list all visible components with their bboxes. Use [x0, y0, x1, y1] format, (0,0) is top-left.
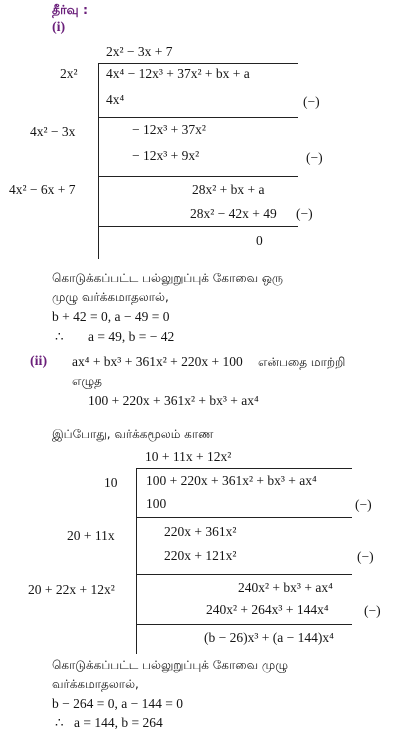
part2-equation: b − 264 = 0, a − 144 = 0	[52, 696, 183, 711]
part1-remainder: 0	[256, 233, 263, 248]
part2-vertical-rule	[136, 468, 137, 654]
part2-rule-3	[136, 624, 352, 625]
part2-quotient: 10 + 11x + 12x²	[145, 449, 232, 464]
solution-heading: தீர்வு :	[52, 2, 88, 17]
part1-label: (i)	[52, 20, 66, 35]
part2-rewritten-expression: 100 + 220x + 361x² + bx³ + ax⁴	[88, 393, 259, 408]
part1-vertical-rule	[98, 63, 99, 259]
part2-line-3a: 240x² + bx³ + ax⁴	[238, 580, 333, 595]
part2-conclusion-line1: கொடுக்கப்பட்ட பல்லுறுப்புக் கோவை முழு	[52, 658, 289, 672]
part2-intro-expression: ax⁴ + bx³ + 361x² + 220x + 100	[72, 354, 243, 369]
part1-therefore-symbol: ∴	[55, 329, 64, 344]
part2-remainder: (b − 26)x³ + (a − 144)x⁴	[204, 630, 334, 645]
part1-rule-2	[98, 176, 298, 177]
part1-divisor-1: 2x²	[60, 66, 78, 81]
part2-line-1b: 100	[146, 496, 167, 511]
part1-divisor-3: 4x² − 6x + 7	[9, 182, 76, 197]
part1-result: a = 49, b = − 42	[88, 329, 175, 344]
part1-line-1b: 4x⁴	[106, 92, 125, 107]
part2-divisor-2: 20 + 11x	[67, 528, 115, 543]
part1-divisor-2: 4x² − 3x	[30, 124, 76, 139]
part2-top-rule	[136, 468, 352, 469]
part2-conclusion-line2: வர்க்கமாதலால்,	[52, 677, 139, 691]
part1-sign-2: (−)	[306, 150, 323, 165]
part2-therefore-symbol: ∴	[55, 715, 64, 730]
part1-rule-3	[98, 226, 298, 227]
part1-equation: b + 42 = 0, a − 49 = 0	[52, 309, 170, 324]
part1-top-rule	[98, 63, 298, 64]
part2-now-text: இப்போது, வர்க்கமூலம் காண	[52, 427, 214, 441]
part2-rule-1	[136, 517, 352, 518]
part1-line-3b: 28x² − 42x + 49	[190, 206, 277, 221]
part1-line-2b: − 12x³ + 9x²	[132, 148, 200, 163]
part2-rule-2	[136, 574, 352, 575]
part2-sign-3: (−)	[364, 603, 381, 618]
part2-line-2b: 220x + 121x²	[164, 548, 237, 563]
part2-line-3b: 240x² + 264x³ + 144x⁴	[206, 602, 329, 617]
part1-conclusion-line1: கொடுக்கப்பட்ட பல்லுறுப்புக் கோவை ஒரு	[52, 271, 284, 285]
part2-label: (ii)	[30, 354, 48, 369]
part2-divisor-1: 10	[104, 475, 118, 490]
part1-line-1a: 4x⁴ − 12x³ + 37x² + bx + a	[106, 66, 250, 81]
part2-line-1a: 100 + 220x + 361x² + bx³ + ax⁴	[146, 473, 317, 488]
part2-intro-text2: எழுத	[72, 374, 102, 388]
part1-rule-1	[98, 117, 298, 118]
part2-result: a = 144, b = 264	[74, 715, 163, 730]
part2-divisor-3: 20 + 22x + 12x²	[28, 582, 115, 597]
part2-intro-text: என்பதை மாற்றி	[258, 355, 346, 369]
part2-line-2a: 220x + 361x²	[164, 524, 237, 539]
part1-line-3a: 28x² + bx + a	[192, 182, 265, 197]
part1-conclusion-line2: முழு வர்க்கமாதலால்,	[52, 290, 169, 304]
part2-sign-1: (−)	[355, 497, 372, 512]
part1-sign-1: (−)	[303, 94, 320, 109]
part1-quotient: 2x² − 3x + 7	[106, 44, 173, 59]
part1-sign-3: (−)	[296, 206, 313, 221]
part1-line-2a: − 12x³ + 37x²	[132, 122, 206, 137]
part2-sign-2: (−)	[357, 549, 374, 564]
